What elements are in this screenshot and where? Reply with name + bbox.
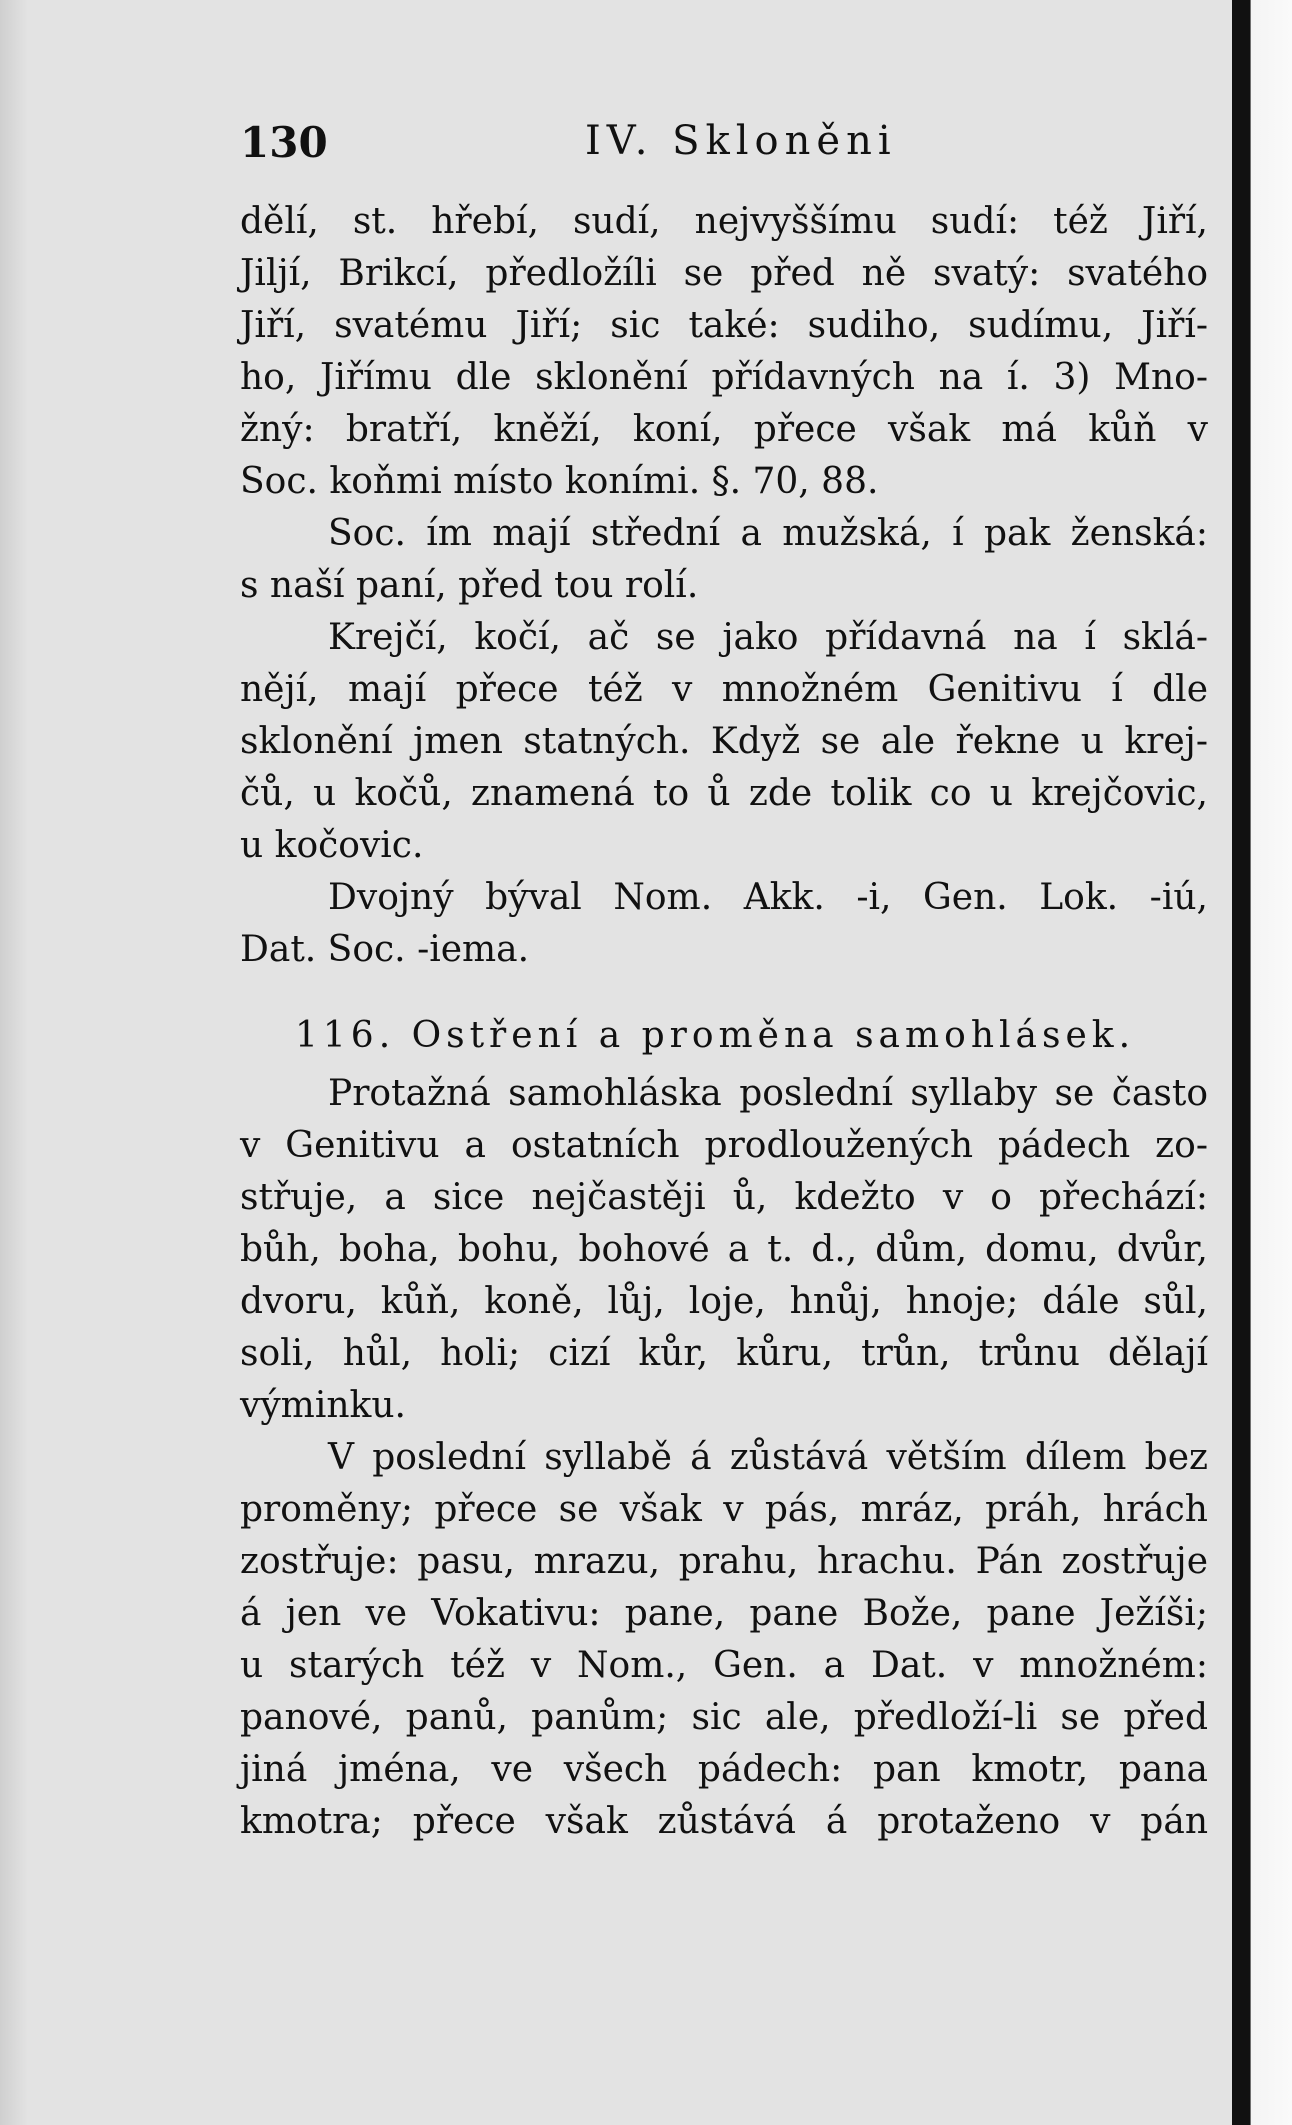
text-line: Dat. Soc. -iema. — [240, 929, 530, 970]
text-line: soli, hůl, holi; cizí kůr, kůru, trůn, trůnu dělají — [240, 1333, 1208, 1374]
section-heading: 116. Ostření a proměna samohlásek. — [295, 1015, 1136, 1056]
text-line: bůh, boha, bohu, bohové a t. d., dům, domu, dvůr, — [240, 1229, 1208, 1270]
text-line: V poslední syllabě á zůstává větším dílem bez — [328, 1437, 1208, 1478]
text-line: Soc. ím mají střední a mužská, í pak ženská: — [328, 513, 1208, 554]
text-line: ho, Jiřímu dle sklonění přídavných na í. 3) Mno- — [240, 357, 1208, 398]
text-line: u starých též v Nom., Gen. a Dat. v množném: — [240, 1645, 1208, 1686]
text-line: dělí, st. hřebí, sudí, nejvyššímu sudí: též Jiří, — [240, 201, 1208, 242]
text-line: v Genitivu a ostatních prodloužených pádech zo- — [240, 1125, 1208, 1166]
page-gutter-shadow — [0, 0, 28, 2125]
text-line: dvoru, kůň, koně, lůj, loje, hnůj, hnoje; dále sůl, — [240, 1281, 1208, 1322]
page-header — [240, 118, 1230, 178]
text-line: proměny; přece se však v pás, mráz, práh, hrách — [240, 1489, 1208, 1530]
text-line: žný: bratří, kněží, koní, přece však má kůň v — [240, 409, 1208, 450]
text-line: čů, u kočů, znamená to ů zde tolik co u krejčovic, — [240, 773, 1208, 814]
text-line: u kočovic. — [240, 825, 424, 866]
text-line: Protažná samohláska poslední syllaby se často — [328, 1073, 1208, 1114]
text-line: s naší paní, před tou rolí. — [240, 565, 699, 606]
body-text — [240, 196, 1208, 1848]
text-line: panové, panů, panům; sic ale, předloží-li se před — [240, 1697, 1208, 1738]
text-line: střuje, a sice nejčastěji ů, kdežto v o přechází: — [240, 1177, 1208, 1218]
text-line: zostřuje: pasu, mrazu, prahu, hrachu. Pán zostřuje — [240, 1541, 1208, 1582]
text-line: kmotra; přece však zůstává á protaženo v pán — [240, 1801, 1208, 1842]
page-number: 130 — [240, 118, 328, 167]
text-line: jiná jména, ve všech pádech: pan kmotr, pana — [240, 1749, 1208, 1790]
text-line: á jen ve Vokativu: pane, pane Bože, pane Ježíši; — [240, 1593, 1208, 1634]
page-edge — [1232, 0, 1292, 2125]
text-line: Jiljí, Brikcí, předložíli se před ně svatý: svatého — [240, 253, 1208, 294]
running-head: IV. Skloněni — [585, 118, 897, 164]
text-line: sklonění jmen statných. Když se ale řekne u krej- — [240, 721, 1208, 762]
text-line: Krejčí, kočí, ač se jako přídavná na í sklá- — [328, 617, 1208, 658]
text-line: Jiří, svatému Jiří; sic také: sudiho, sudímu, Jiří- — [240, 305, 1208, 346]
text-line: výminku. — [240, 1385, 406, 1426]
text-line: Dvojný býval Nom. Akk. -i, Gen. Lok. -iú, — [328, 877, 1208, 918]
text-line: nějí, mají přece též v množném Genitivu í dle — [240, 669, 1208, 710]
text-line: Soc. koňmi místo koními. §. 70, 88. — [240, 461, 879, 502]
